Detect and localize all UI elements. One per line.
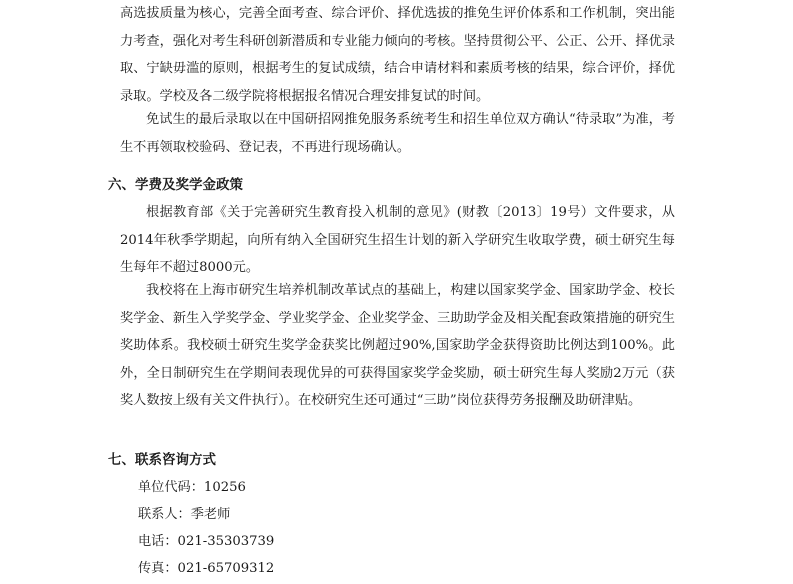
fax-number: 传真：021-65709312 bbox=[138, 561, 275, 576]
selection-principle-paragraph: 高选拔质量为核心，完善全面考查、综合评价、择优选拔的推免生评价体系和工作机制，突出能力考查，强化对考生科研创新潜质和专业能力倾向的考核。坚持贯彻公平、公正、公开、择优录取、宁缺毋滥的原则，根据考生的复试成绩，结合申请材料和素质考核的结果，综合评价，择优录取。学校及各二级学院将根据报名情况合理安排复试的时间。 bbox=[120, 6, 675, 104]
contact-person: 联系人：季老师 bbox=[138, 507, 231, 522]
tuition-paragraph: 根据教育部《关于完善研究生教育投入机制的意见》(财教〔2013〕19号）文件要求，从2014年秋季学期起，向所有纳入全国研究生招生计划的新入学研究生收取学费，硕士研究生每生每年不超过8000元。 bbox=[120, 205, 675, 275]
scholarship-paragraph: 我校将在上海市研究生培养机制改革试点的基础上，构建以国家奖学金、国家助学金、校长奖学金、新生入学奖学金、学业奖学金、企业奖学金、三助助学金及相关配套政策措施的研究生奖助体系。我校硕士研究生奖学金获奖比例超过90%,国家助学金获得资助比例达到100%。此外，全日制研究生在学期间表现优异的可获得国家奖学金奖励，硕士研究生每人奖励2万元（获奖人数按上级有关文件执行）。在校研究生还可通过“三助”岗位获得劳务报酬及助研津贴。 bbox=[120, 283, 675, 408]
section-six-heading: 六、学费及奖学金政策 bbox=[108, 177, 243, 193]
exempt-admission-paragraph: 免试生的最后录取以在中国研招网推免服务系统考生和招生单位双方确认“待录取”为准，考生不再领取校验码、登记表，不再进行现场确认。 bbox=[120, 112, 675, 155]
unit-code: 单位代码：10256 bbox=[138, 480, 246, 495]
phone-number: 电话：021-35303739 bbox=[138, 534, 275, 549]
section-seven-heading: 七、联系咨询方式 bbox=[108, 452, 216, 468]
